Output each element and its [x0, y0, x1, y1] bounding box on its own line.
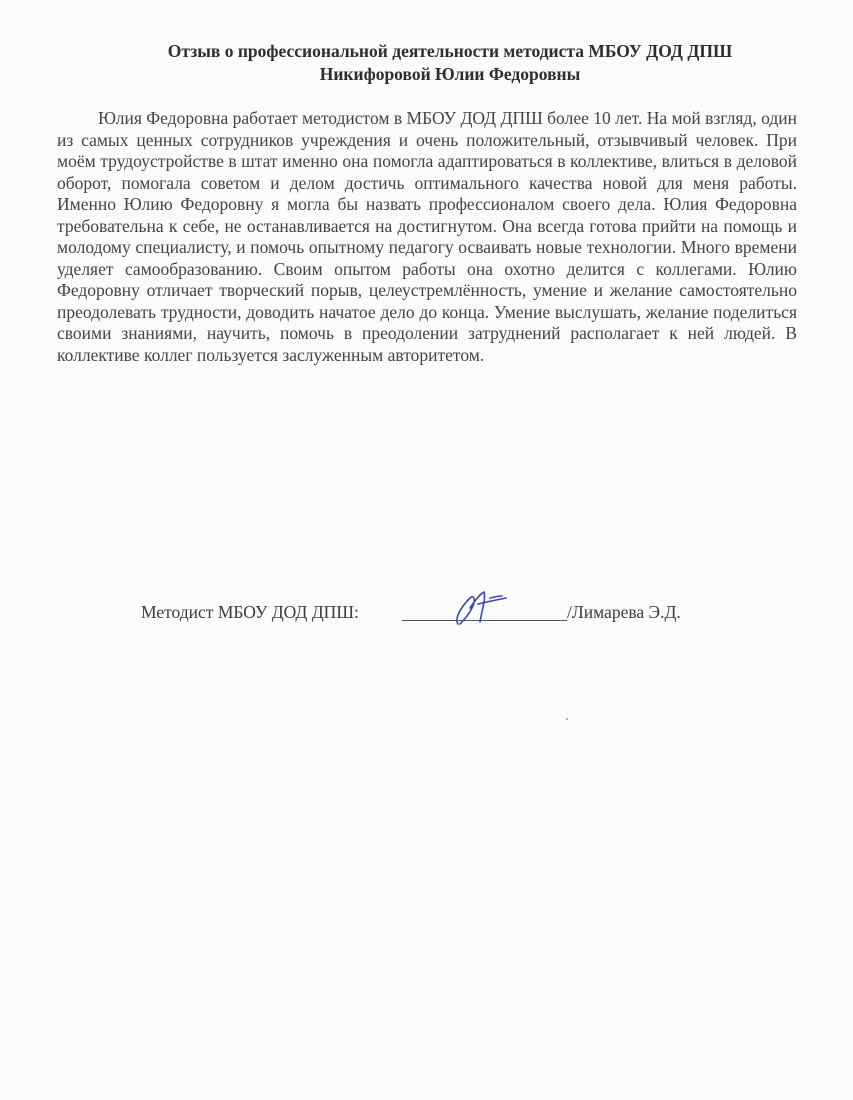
handwritten-signature: [440, 584, 520, 630]
document-body: Юлия Федоровна работает методистом в МБОУ ДОД ДПШ более 10 лет. На мой взгляд, один из самых ценных сотрудников учреждения и очень положительный, отзывчивый человек. При моём трудоустройстве в штат именно она помогла адаптироваться в коллективе, влиться в деловой оборот, помогала советом и делом достичь оптимального качества новой для меня работы. Именно Юлию Федоровну я могла бы назвать профессионалом своего дела. Юлия Федоровна требовательна к себе, не останавливается на достигнутом. Она всегда готова прийти на помощь и молодому специалисту, и помочь опытному педагогу осваивать новые технологии. Много времени уделяет самообразованию. Своим опытом работы она охотно делится с коллегами. Юлию Федоровну отличает творческий порыв, целеустремлённость, умение и желание самостоятельно преодолевать трудности, доводить начатое дело до конца. Умение выслушать, желание поделиться своими знаниями, научить, помочь в преодолении затруднений располагает к ней людей. В коллективе коллег пользуется заслуженным авторитетом.: [57, 108, 797, 365]
document-title-line2: Никифоровой Юлии Федоровны: [319, 64, 581, 84]
document-title-line1: Отзыв о профессиональной деятельности методиста МБОУ ДОД ДПШ: [167, 41, 733, 61]
scan-speck: [566, 718, 568, 720]
signature-name: /Лимарева Э.Д.: [567, 602, 681, 622]
signature-label: Методист МБОУ ДОД ДПШ:: [141, 602, 359, 622]
